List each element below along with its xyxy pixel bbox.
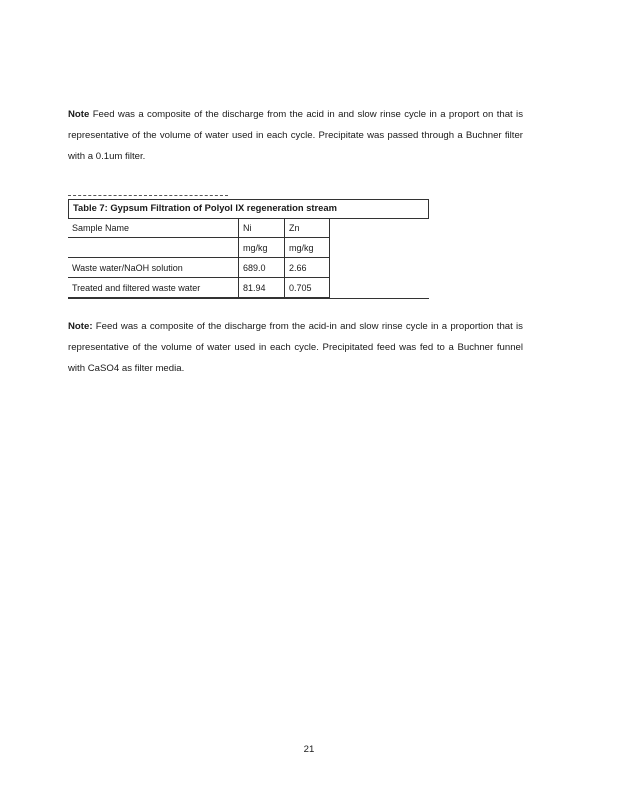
table-units-row — [68, 238, 330, 258]
table-row — [68, 278, 330, 298]
gypsum-filtration-table — [68, 199, 429, 293]
row-zn-value: 2.66 — [285, 258, 330, 278]
note-paragraph-2 — [68, 316, 523, 379]
table-top-rule — [68, 195, 228, 196]
header-zn: Zn — [285, 218, 330, 238]
row-ni-value: 689.0 — [239, 258, 285, 278]
row-sample-name: Treated and filtered waste water — [68, 278, 239, 298]
page-number: 21 — [303, 744, 315, 755]
table-row — [68, 258, 330, 278]
header-ni: Ni — [239, 218, 285, 238]
note-text: Feed was a composite of the discharge from the acid-in and slow rinse cycle in a proportion that is representative of the volume of water used in each cycle. Precipitated feed was fed to a Buchner funnel with CaSO4 as filter media. — [68, 321, 523, 374]
table-bottom-rule — [68, 298, 429, 299]
units-zn: mg/kg — [285, 238, 330, 258]
note-text: Feed was a composite of the discharge from the acid in and slow rinse cycle in a proport on that is representative of the volume of water used in each cycle. Precipitate was passed through a Buchner filter with a 0.1um filter. — [68, 109, 523, 162]
row-sample-name: Waste water/NaOH solution — [68, 258, 239, 278]
row-zn-value: 0.705 — [285, 278, 330, 298]
row-ni-value: 81.94 — [239, 278, 285, 298]
units-ni: mg/kg — [239, 238, 285, 258]
units-blank — [68, 238, 239, 258]
table-caption: Table 7: Gypsum Filtration of Polyol IX regeneration stream — [68, 199, 429, 219]
note-paragraph-1 — [68, 104, 523, 167]
note-label: Note — [68, 109, 90, 120]
note-label: Note: — [68, 321, 93, 332]
data-table — [68, 218, 330, 298]
table-header-row — [68, 218, 330, 238]
header-sample-name: Sample Name — [72, 222, 130, 233]
